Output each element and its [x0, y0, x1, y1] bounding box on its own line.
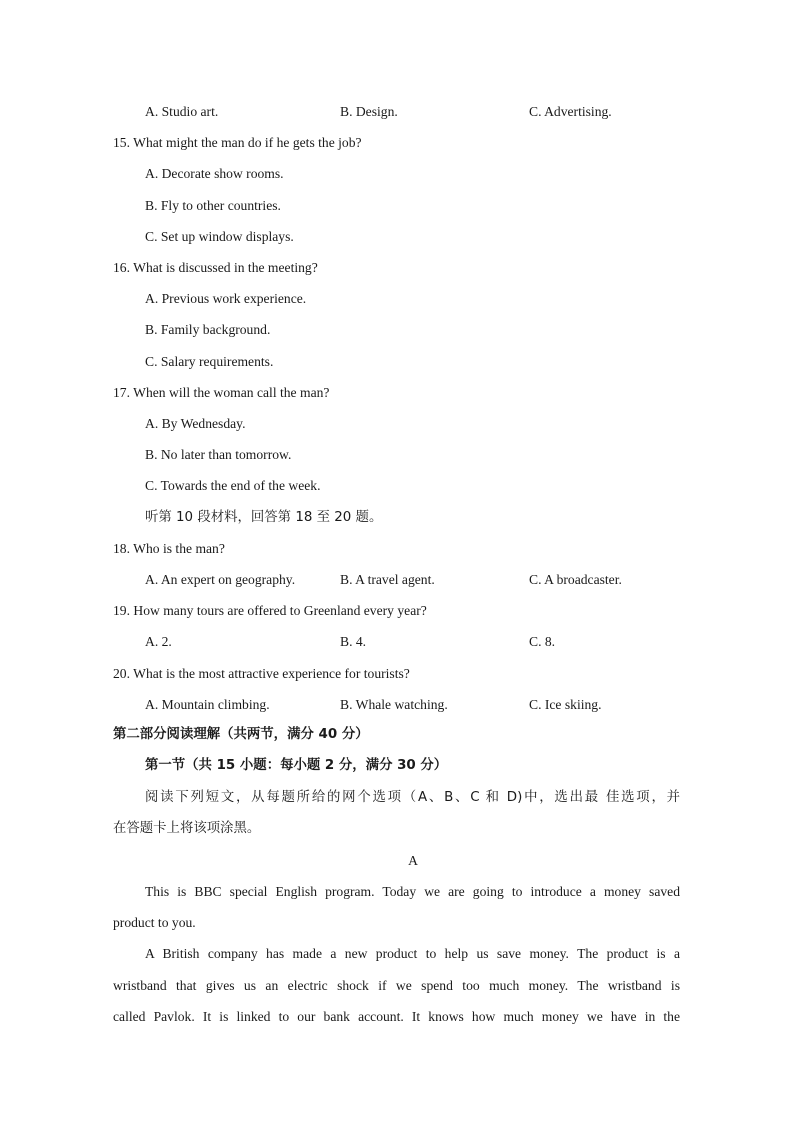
part2-heading: 第二部分阅读理解（共两节，满分 40 分）	[113, 727, 369, 742]
q18-option-b[interactable]: B. A travel agent.	[340, 572, 435, 587]
material-10-instruction: 听第 10 段材料，回答第 18 至 20 题。	[145, 510, 383, 525]
q18-option-c[interactable]: C. A broadcaster.	[529, 572, 622, 587]
section1-heading: 第一节（共 15 小题：每小题 2 分，满分 30 分）	[145, 758, 448, 773]
q20-question: 20. What is the most attractive experience for tourists?	[113, 666, 410, 681]
passage-label: A	[408, 853, 418, 868]
q19-question: 19. How many tours are offered to Greenland every year?	[113, 603, 427, 618]
q14-option-b[interactable]: B. Design.	[340, 104, 398, 119]
q16-option-a[interactable]: A. Previous work experience.	[145, 291, 307, 306]
q19-option-c[interactable]: C. 8.	[529, 634, 556, 649]
passage-p2-line-1: A British company has made a new product to help us save money. The product is a	[145, 946, 680, 961]
q18-question: 18. Who is the man?	[113, 541, 225, 556]
q16-question: 16. What is discussed in the meeting?	[113, 260, 318, 275]
q15-option-c[interactable]: C. Set up window displays.	[145, 229, 294, 244]
q19-option-b[interactable]: B. 4.	[340, 634, 367, 649]
q16-option-c[interactable]: C. Salary requirements.	[145, 354, 274, 369]
q20-option-b[interactable]: B. Whale watching.	[340, 697, 448, 712]
passage-p2-line-3: called Pavlok. It is linked to our bank account. It knows how much money we have in the	[113, 1009, 680, 1024]
q14-option-a[interactable]: A. Studio art.	[145, 104, 219, 119]
q17-option-b[interactable]: B. No later than tomorrow.	[145, 447, 292, 462]
passage-p1-line-2: product to you.	[113, 915, 196, 930]
q15-option-b[interactable]: B. Fly to other countries.	[145, 198, 281, 213]
q17-option-a[interactable]: A. By Wednesday.	[145, 416, 246, 431]
q15-question: 15. What might the man do if he gets the job?	[113, 135, 362, 150]
q17-question: 17. When will the woman call the man?	[113, 385, 330, 400]
q18-option-a[interactable]: A. An expert on geography.	[145, 572, 296, 587]
q19-option-a[interactable]: A. 2.	[145, 634, 172, 649]
passage-p2-line-2: wristband that gives us an electric shock if we spend too much money. The wristband is	[113, 978, 680, 993]
q20-option-a[interactable]: A. Mountain climbing.	[145, 697, 270, 712]
q15-option-a[interactable]: A. Decorate show rooms.	[145, 166, 284, 181]
instructions-line-2: 在答题卡上将该项涂黑。	[113, 821, 261, 836]
instructions-line-1: 阅读下列短文，从每题所给的网个选项（A、B、C 和 D)中，选出最 佳选项，并	[145, 790, 680, 805]
passage-p1-line-1: This is BBC special English program. Today we are going to introduce a money saved	[145, 884, 680, 899]
q16-option-b[interactable]: B. Family background.	[145, 322, 271, 337]
q17-option-c[interactable]: C. Towards the end of the week.	[145, 478, 321, 493]
q14-option-c[interactable]: C. Advertising.	[529, 104, 612, 119]
q20-option-c[interactable]: C. Ice skiing.	[529, 697, 602, 712]
